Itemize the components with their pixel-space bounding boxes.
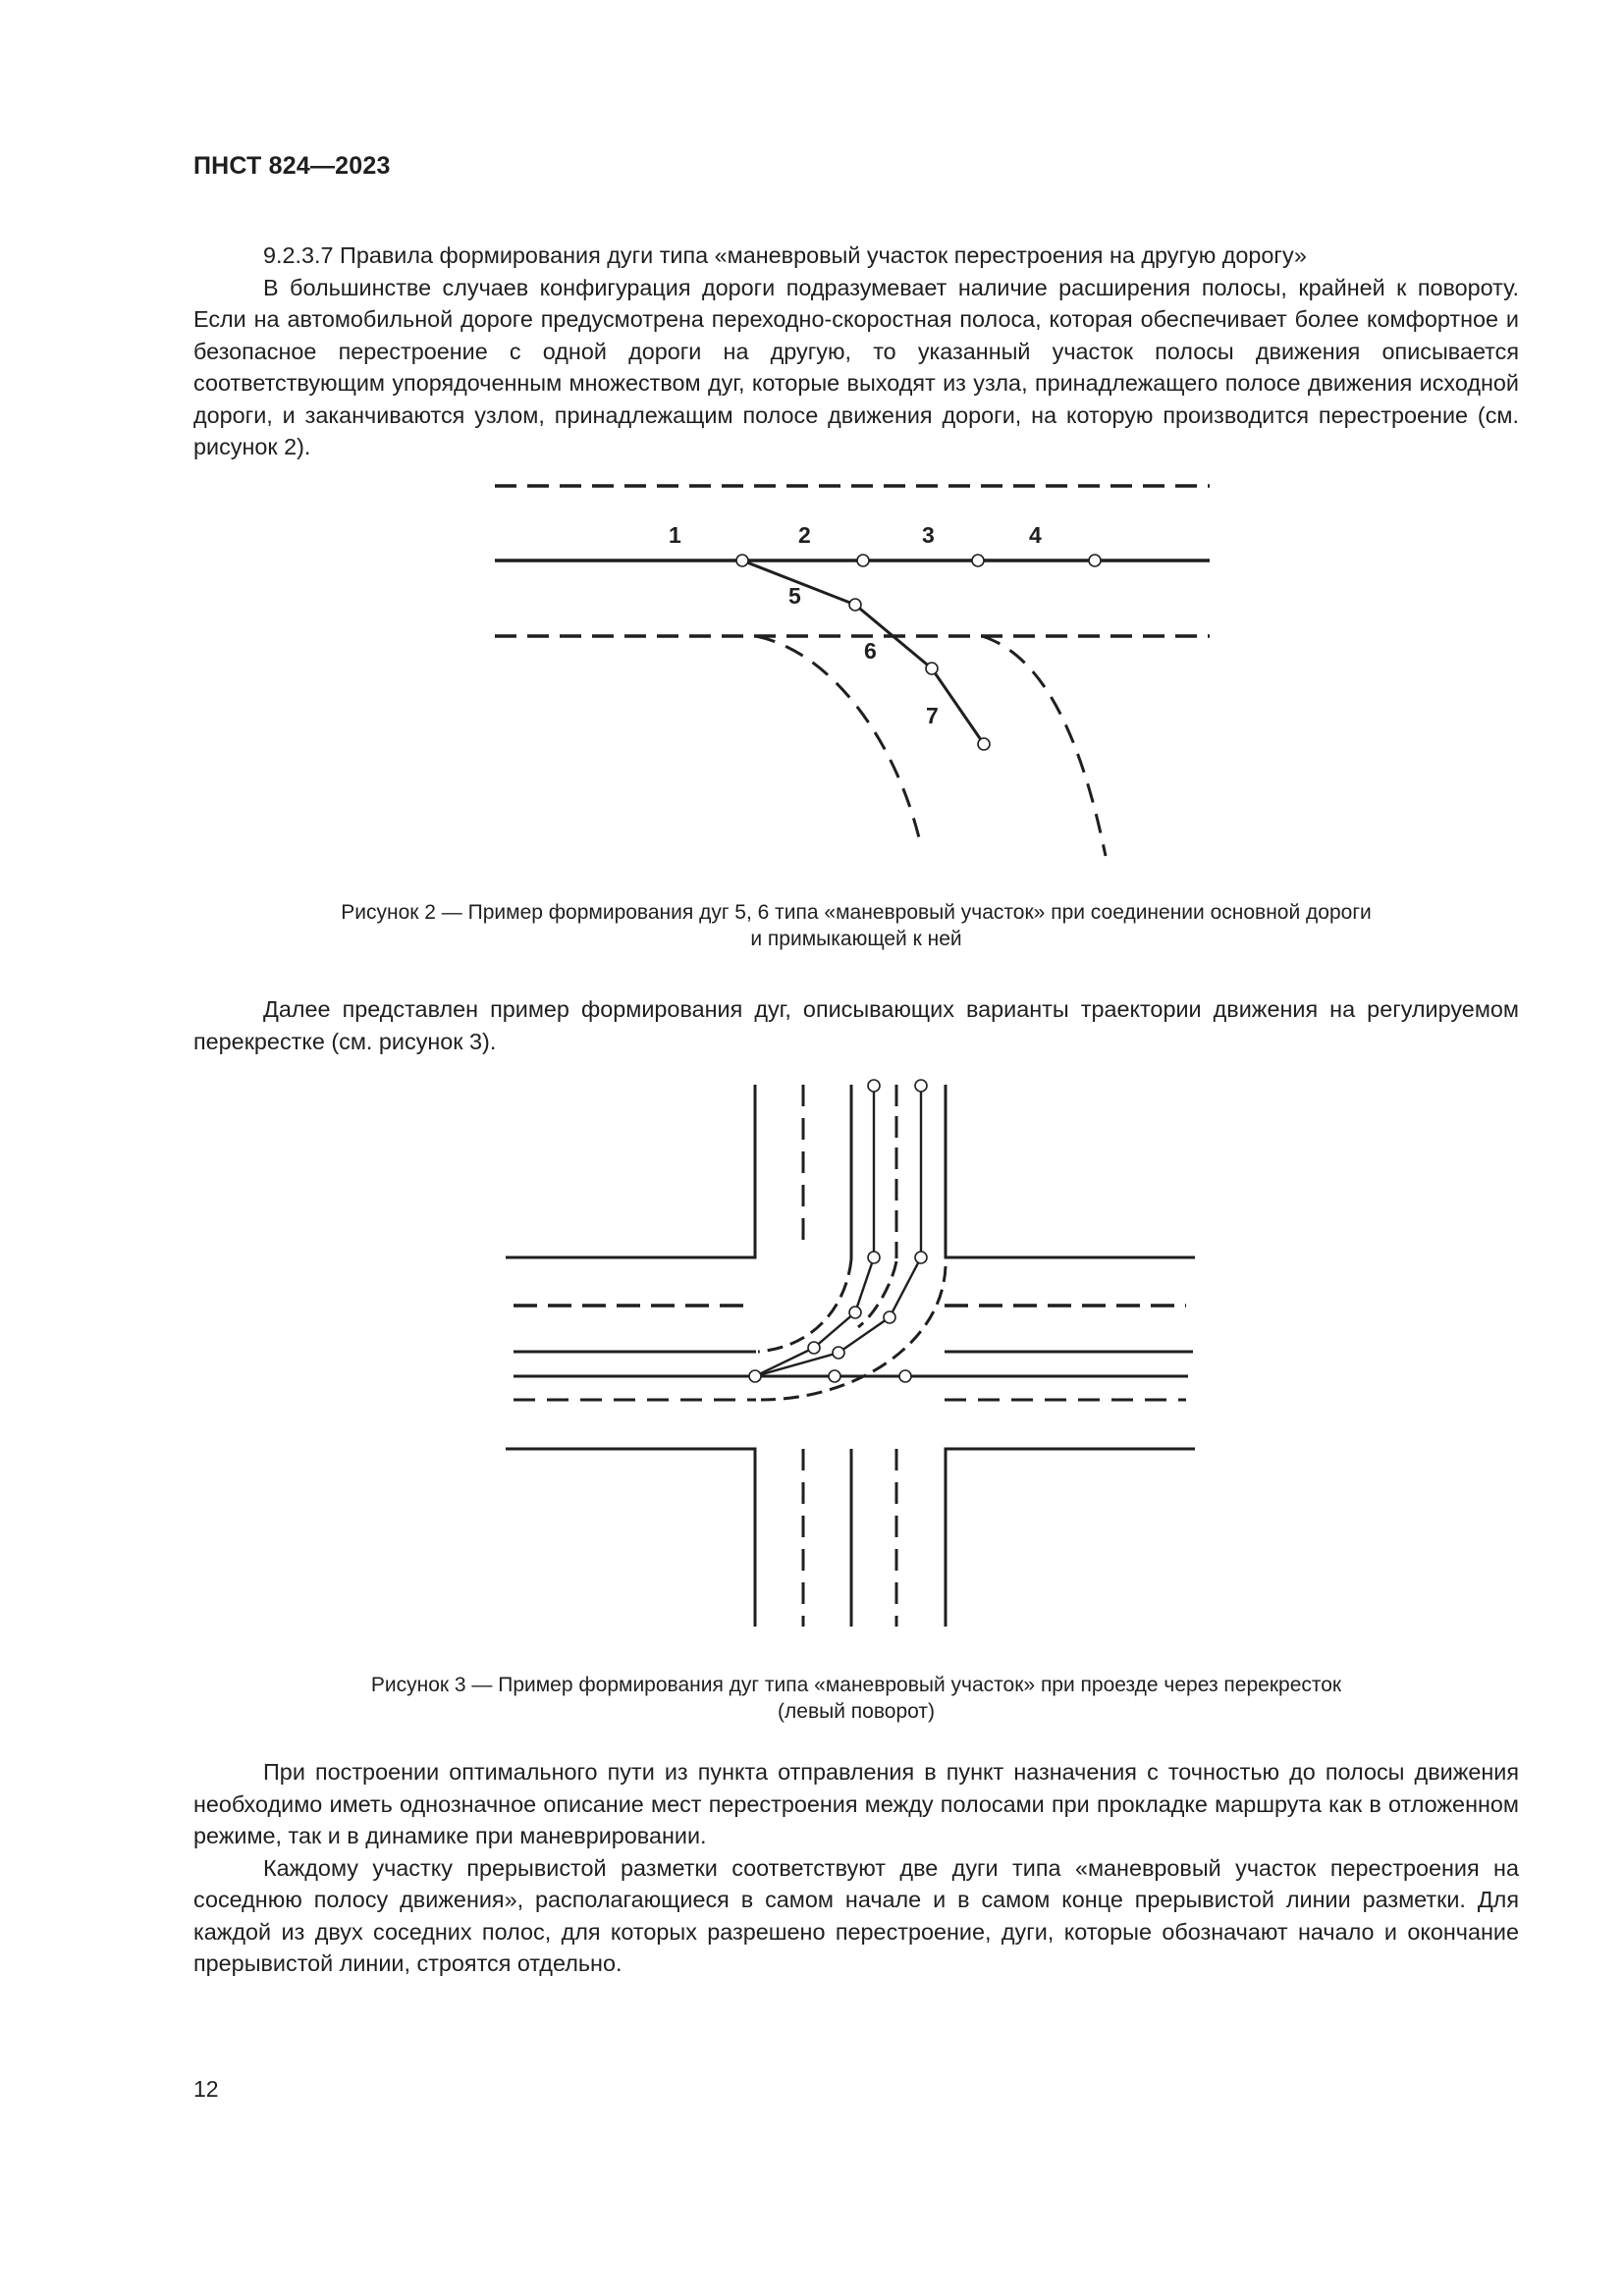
node <box>833 1347 844 1359</box>
figure-3-caption-line-2: (левый поворот) <box>778 1700 935 1723</box>
arc-label-3: 3 <box>922 522 935 548</box>
curb-bottom-right <box>946 1449 1195 1627</box>
figure-3-caption <box>193 1672 1519 1725</box>
arc-label-7: 7 <box>926 703 939 728</box>
body-paragraph: Каждому участку прерывистой разметки соответствуют две дуги типа «маневровый участок перестроения на соседнюю полосу движения», располагающиеся в самом начале и в самом конце прерывистой линии разметки. Для каждой из двух соседних полос, для которых разрешено перестроение, дуги, которые обозначают начало и окончание прерывистой линии, строятся отдельно. <box>193 1854 1519 1976</box>
arc-label-5: 5 <box>788 583 801 609</box>
section-title-paragraph: 9.2.3.7 Правила формирования дуги типа «маневровый участок перестроения на другую дорогу» <box>263 242 1307 268</box>
figure-2-caption-line-2: и примыкающей к ней <box>750 928 962 950</box>
arc-label-2: 2 <box>798 522 811 548</box>
node <box>868 1080 880 1092</box>
node <box>915 1080 927 1092</box>
node <box>829 1370 840 1382</box>
turn-edge-inner <box>758 1259 851 1352</box>
node <box>884 1311 895 1323</box>
node <box>915 1252 927 1263</box>
node <box>849 1307 861 1318</box>
arc-label-1: 1 <box>669 522 681 548</box>
body-paragraph: Далее представлен пример формирования дуг, описывающих варианты траектории движения на регулируемом перекрестке (см. рисунок 3). <box>193 996 1519 1054</box>
node <box>808 1342 820 1354</box>
body-paragraph: При построении оптимального пути из пункта отправления в пункт назначения с точностью до полосы движения необходимо иметь однозначное описание мест перестроения между полосами при прокладке маршрута как в отложенном режиме, так и в динамике при маневрировании. <box>193 1759 1519 1848</box>
body-paragraph: В большинстве случаев конфигурация дороги подразумевает наличие расширения полосы, крайней к повороту. Если на автомобильной дороге предусмотрена переходно-скоростная полоса, которая обеспечивает более комфортное и безопасное перестроение с одной дороги на другую, то указанный участок полосы движения описывается соответствующим упорядоченным множеством дуг, которые выходят из узла, принадлежащего полосе движения исходной дороги, и заканчиваются узлом, принадлежащим полосе движения дороги, на которую производится перестроение (см. рисунок 2). <box>193 274 1519 459</box>
node <box>868 1252 880 1263</box>
curb-top-left <box>506 1085 755 1257</box>
arc-label-4: 4 <box>1029 522 1042 548</box>
node <box>749 1370 761 1382</box>
figure-3-caption-line-1: Рисунок 3 — Пример формирования дуг типа «маневровый участок» при проезде через перекресток <box>370 1674 1342 1696</box>
arc-label-6: 6 <box>864 638 877 664</box>
node <box>899 1370 911 1382</box>
closing-section <box>193 1756 1519 1980</box>
document-header: ПНСТ 824—2023 <box>193 152 391 180</box>
figure-2-caption-line-1: Рисунок 2 — Пример формирования дуг 5, 6 типа «маневровый участок» при соединении основной дороги <box>341 901 1372 924</box>
curb-bottom-left <box>506 1449 755 1627</box>
turn-edge-outer <box>761 1266 946 1400</box>
curb-top-right <box>946 1085 1195 1257</box>
page-number: 12 <box>193 2076 219 2102</box>
